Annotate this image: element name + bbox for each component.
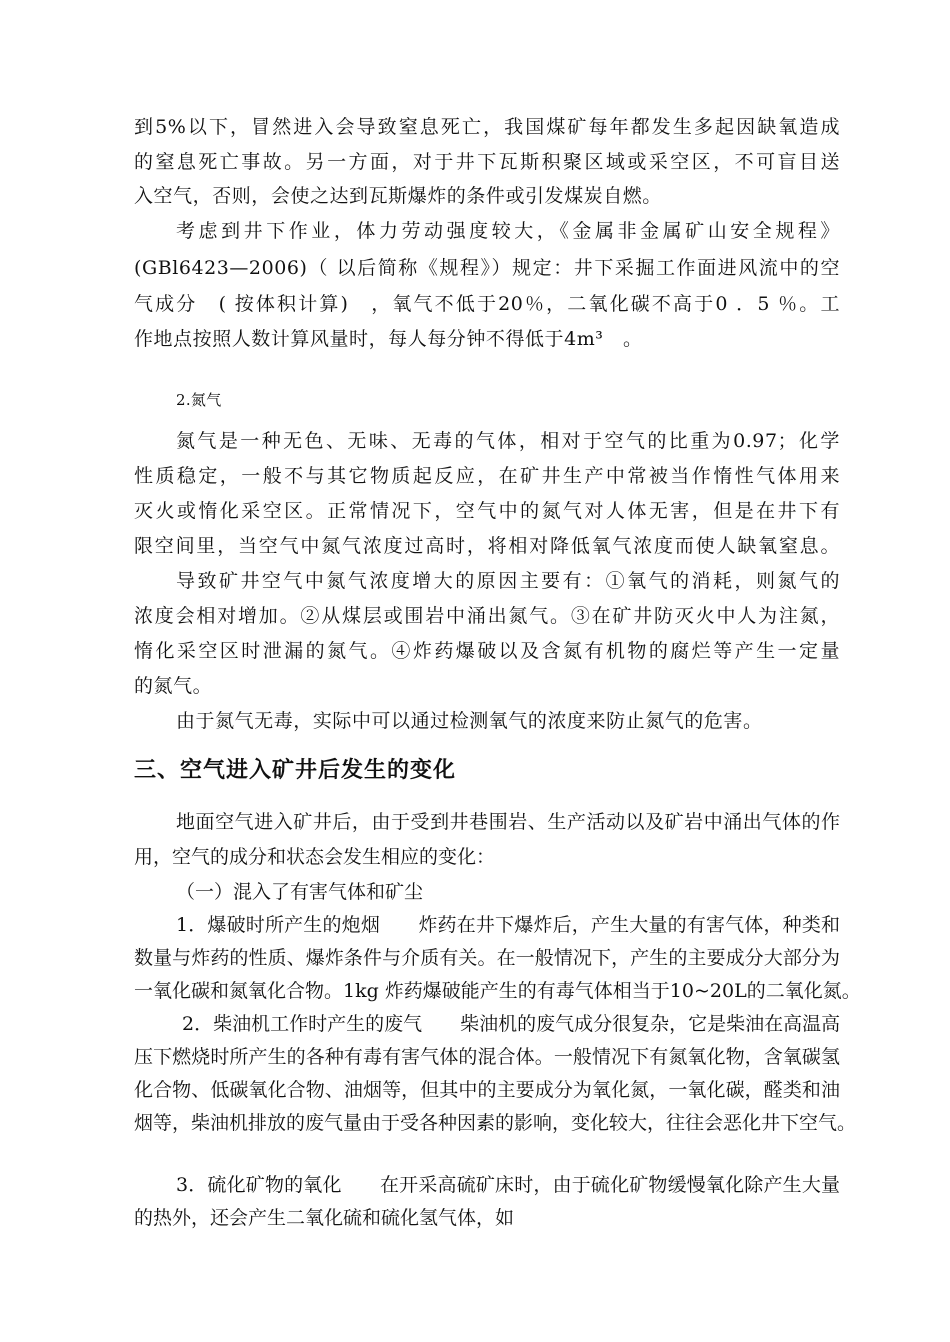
text-line: 作地点按照人数计算风量时，每人每分钟不得低于4m³ 。 <box>134 328 643 350</box>
text-line: 3．硫化矿物的氧化 在开采高硫矿床时，由于硫化矿物缓慢氧化除产生大量 <box>176 1174 840 1196</box>
text-line: 数量与炸药的性质、爆炸条件与介质有关。在一般情况下，产生的主要成分大部分为 <box>134 947 840 969</box>
text-line: 压下燃烧时所产生的各种有毒有害气体的混合体。一般情况下有氮氧化物，含氧碳氢 <box>134 1046 840 1068</box>
text-line: 灭火或惰化采空区。正常情况下，空气中的氮气对人体无害，但是在井下有 <box>134 500 840 522</box>
text-line: 化合物、低碳氧化合物、油烟等，但其中的主要成分为氧化氮，一氧化碳，醛类和油 <box>134 1079 840 1101</box>
text-line: 一氧化碳和氮氧化合物。1kg 炸药爆破能产生的有毒气体相当于10~20L的二氧化氮。 <box>134 980 861 1002</box>
text-line: 气成分 ( 按体积计算) ，氧气不低于20％，二氧化碳不高于0 ．5 ％。工 <box>134 293 840 315</box>
text-line: 氮气是一种无色、无味、无毒的气体，相对于空气的比重为0.97；化学 <box>176 430 840 452</box>
text-line: 到5%以下，冒然进入会导致窒息死亡，我国煤矿每年都发生多起因缺氧造成 <box>134 116 840 138</box>
text-line: 用，空气的成分和状态会发生相应的变化： <box>134 846 496 868</box>
text-line: 地面空气进入矿井后，由于受到井巷围岩、生产活动以及矿岩中涌出气体的作 <box>176 811 840 833</box>
text-line: 考虑到井下作业，体力劳动强度较大，《金属非金属矿山安全规程》 <box>176 220 840 242</box>
text-line: 1．爆破时所产生的炮烟 炸药在井下爆炸后，产生大量的有害气体，种类和 <box>176 914 840 936</box>
text-line: 惰化采空区时泄漏的氮气。④炸药爆破以及含氮有机物的腐烂等产生一定量 <box>134 640 840 662</box>
text-line: 性质稳定，一般不与其它物质起反应，在矿井生产中常被当作惰性气体用来 <box>134 465 840 487</box>
text-line: 的热外，还会产生二氧化硫和硫化氢气体，如 <box>134 1207 515 1229</box>
text-line: 2．柴油机工作时产生的废气 柴油机的废气成分很复杂，它是柴油在高温高 <box>182 1013 841 1035</box>
text-line: (GBl6423—2006)（ 以后简称《规程》）规定：井下采掘工作面进风流中的空 <box>134 257 840 279</box>
text-line: 烟等，柴油机排放的废气量由于受各种因素的影响，变化较大，往往会恶化井下空气。 <box>134 1112 857 1134</box>
text-line: 的氮气。 <box>134 675 213 697</box>
section-heading: 三、空气进入矿井后发生的变化 <box>134 758 457 783</box>
text-line: （一）混入了有害气体和矿尘 <box>176 881 424 903</box>
text-line: 入空气，否则，会使之达到瓦斯爆炸的条件或引发煤炭自燃。 <box>134 185 662 207</box>
text-line: 限空间里，当空气中氮气浓度过高时，将相对降低氧气浓度而使人缺氧窒息。 <box>134 535 840 557</box>
section-subheading: 2.氮气 <box>176 391 222 409</box>
text-line: 的窒息死亡事故。另一方面，对于井下瓦斯积聚区域或采空区，不可盲目送 <box>134 151 840 173</box>
text-line: 由于氮气无毒，实际中可以通过检测氧气的浓度来防止氮气的危害。 <box>176 710 763 732</box>
text-line: 导致矿井空气中氮气浓度增大的原因主要有：①氧气的消耗，则氮气的 <box>176 570 840 592</box>
text-line: 浓度会相对增加。②从煤层或围岩中涌出氮气。③在矿井防灭火中人为注氮， <box>134 605 840 627</box>
